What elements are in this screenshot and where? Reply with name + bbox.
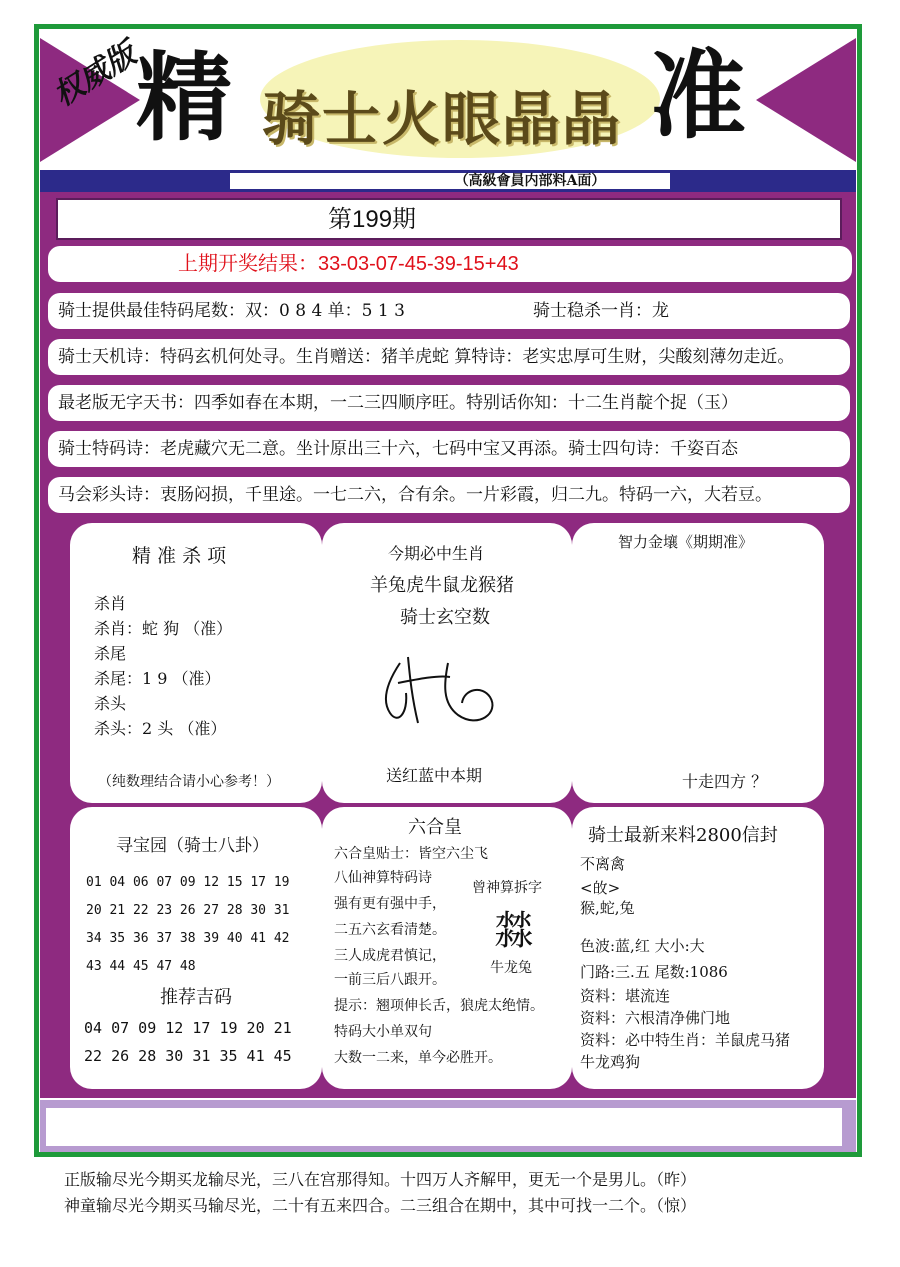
recommend-numbers: 04 07 09 12 17 19 20 21 bbox=[84, 1019, 292, 1037]
row-kill-text: 骑士稳杀一肖：龙 bbox=[533, 301, 669, 321]
footer-blank bbox=[46, 1108, 842, 1146]
period-label: 第199期 bbox=[56, 198, 842, 240]
wisdom-bottom: 十走四方 ？ bbox=[682, 772, 768, 791]
news-line: 资料：六根清净佛门地 bbox=[580, 1009, 731, 1027]
kill-line: 杀肖：蛇 狗 （准） bbox=[94, 619, 233, 638]
lhh-line: 大数一二来，单今必胜开。 bbox=[334, 1050, 502, 1066]
zodiac-bottom: 送红蓝中本期 bbox=[386, 766, 483, 785]
kill-line: 杀尾 bbox=[94, 644, 127, 663]
treasure-box bbox=[70, 807, 322, 1089]
row-text: 骑士特码诗：老虎藏穴无二意。坐计原出三十六，七码中宝又再添。骑士四句诗：千姿百态 bbox=[58, 439, 738, 459]
recommend-numbers: 22 26 28 30 31 35 41 45 bbox=[84, 1047, 292, 1065]
row-text: 骑士提供最佳特码尾数：双：0 8 4 单：5 1 3 bbox=[58, 301, 405, 321]
right-triangle bbox=[756, 38, 856, 162]
subtitle: （高級會員内部料A面） bbox=[230, 173, 670, 189]
news-line: 色波:蓝,红 大小:大 bbox=[580, 937, 705, 955]
row-jockey-poem bbox=[48, 477, 850, 513]
news-title: 骑士最新来料2800信封 bbox=[588, 825, 778, 846]
kill-box bbox=[70, 523, 322, 803]
bottom-poem: 正版输尽光今期买龙输尽光，三八在宫那得知。十四万人齐解甲，更无一个是男儿。（昨） bbox=[64, 1170, 697, 1189]
kill-line: 杀尾：1 9 （准） bbox=[94, 669, 221, 688]
recommend-title: 推荐吉码 bbox=[160, 987, 232, 1008]
news-box bbox=[572, 807, 824, 1089]
kill-note: （纯数理结合请小心参考！） bbox=[98, 774, 280, 790]
lhh-line: 六合皇贴士：皆空六尘飞 bbox=[334, 846, 488, 862]
lhh-line: 强有更有强中手， bbox=[334, 896, 446, 912]
row-special-poem bbox=[48, 431, 850, 467]
lhh-line: 八仙神算特码诗 bbox=[334, 870, 432, 886]
treasure-numbers: 43 44 45 47 48 bbox=[86, 959, 196, 974]
kill-line: 杀头 bbox=[94, 694, 127, 713]
right-big-char: 准 bbox=[650, 40, 746, 152]
kill-line: 杀头：2 头 （准） bbox=[94, 719, 227, 738]
news-line: 门路:三.五 尾数:1086 bbox=[580, 963, 728, 981]
news-line: 资料：必中特生肖：羊鼠虎马猪 bbox=[580, 1031, 791, 1049]
zodiac-line3: 骑士玄空数 bbox=[400, 607, 490, 628]
news-line: 牛龙鸡狗 bbox=[580, 1053, 641, 1071]
news-line: <敀> bbox=[580, 879, 621, 897]
row-text: 骑士天机诗：特码玄机何处寻。生肖赠送：猪羊虎蛇 算特诗：老实忠厚可生财，尖酸刻薄勿走近。 bbox=[58, 347, 795, 367]
main-title: 骑士火眼晶晶 bbox=[262, 85, 623, 153]
row-poem bbox=[48, 339, 850, 375]
lhh-line: 二五六玄看清楚。 bbox=[334, 922, 446, 938]
left-big-char: 精 bbox=[136, 42, 232, 154]
handwritten-signature-icon bbox=[378, 653, 508, 733]
footer-band bbox=[40, 1100, 856, 1152]
lhh-line: 一前三后八跟开。 bbox=[334, 972, 446, 988]
news-line: 不离禽 bbox=[580, 855, 626, 873]
lhh-side-bottom: 牛龙兔 bbox=[490, 960, 532, 976]
news-line: 资料：堪流连 bbox=[580, 987, 671, 1005]
zodiac-box bbox=[322, 523, 572, 803]
row-text: 马会彩头诗：衷肠闷损，千里途。一七二六，合有余。一片彩霞，归二九。特码一六，大若豆。 bbox=[58, 485, 772, 505]
kill-title: 精 准 杀 项 bbox=[132, 545, 227, 567]
lhh-line: 特码大小单双句 bbox=[334, 1024, 432, 1040]
row-heavenly-book bbox=[48, 385, 850, 421]
bottom-poem: 神童输尽光今期买马输尽光，二十有五来四合。二三组合在期中，其中可找一二个。（惊） bbox=[64, 1196, 697, 1215]
wisdom-title: 智力金壤《期期准》 bbox=[618, 533, 754, 551]
authority-badge: 权威版 bbox=[47, 36, 143, 114]
kill-line: 杀肖 bbox=[94, 594, 127, 613]
news-line: 猴,蛇,兔 bbox=[580, 899, 635, 917]
lhh-line: 提示：翘项伸长舌，狼虎太绝情。 bbox=[334, 998, 544, 1014]
header-banner bbox=[40, 30, 856, 170]
zodiac-line2: 羊兔虎牛鼠龙猴猪 bbox=[370, 575, 514, 596]
last-result: 上期开奖结果：33-03-07-45-39-15+43 bbox=[48, 246, 852, 282]
row-tail-numbers bbox=[48, 293, 850, 329]
lhh-side-title: 曾神算拆字 bbox=[472, 880, 542, 896]
treasure-numbers: 01 04 06 07 09 12 15 17 19 bbox=[86, 875, 290, 890]
zodiac-line1: 今期必中生肖 bbox=[388, 544, 485, 563]
lhh-title: 六合皇 bbox=[408, 817, 462, 838]
treasure-title: 寻宝园（骑士八卦） bbox=[116, 836, 269, 856]
row-text: 最老版无字天书：四季如春在本期，一二三四顺序旺。特别话你知：十二生肖靛个捉（玉） bbox=[58, 393, 738, 413]
treasure-numbers: 34 35 36 37 38 39 40 41 42 bbox=[86, 931, 290, 946]
lhh-side-char: 㵘 bbox=[494, 908, 534, 954]
wisdom-box bbox=[572, 523, 824, 803]
liuhehuang-box bbox=[322, 807, 572, 1089]
treasure-numbers: 20 21 22 23 26 27 28 30 31 bbox=[86, 903, 290, 918]
lhh-line: 三人成虎君慎记， bbox=[334, 948, 446, 964]
subtitle-bar bbox=[40, 170, 856, 192]
